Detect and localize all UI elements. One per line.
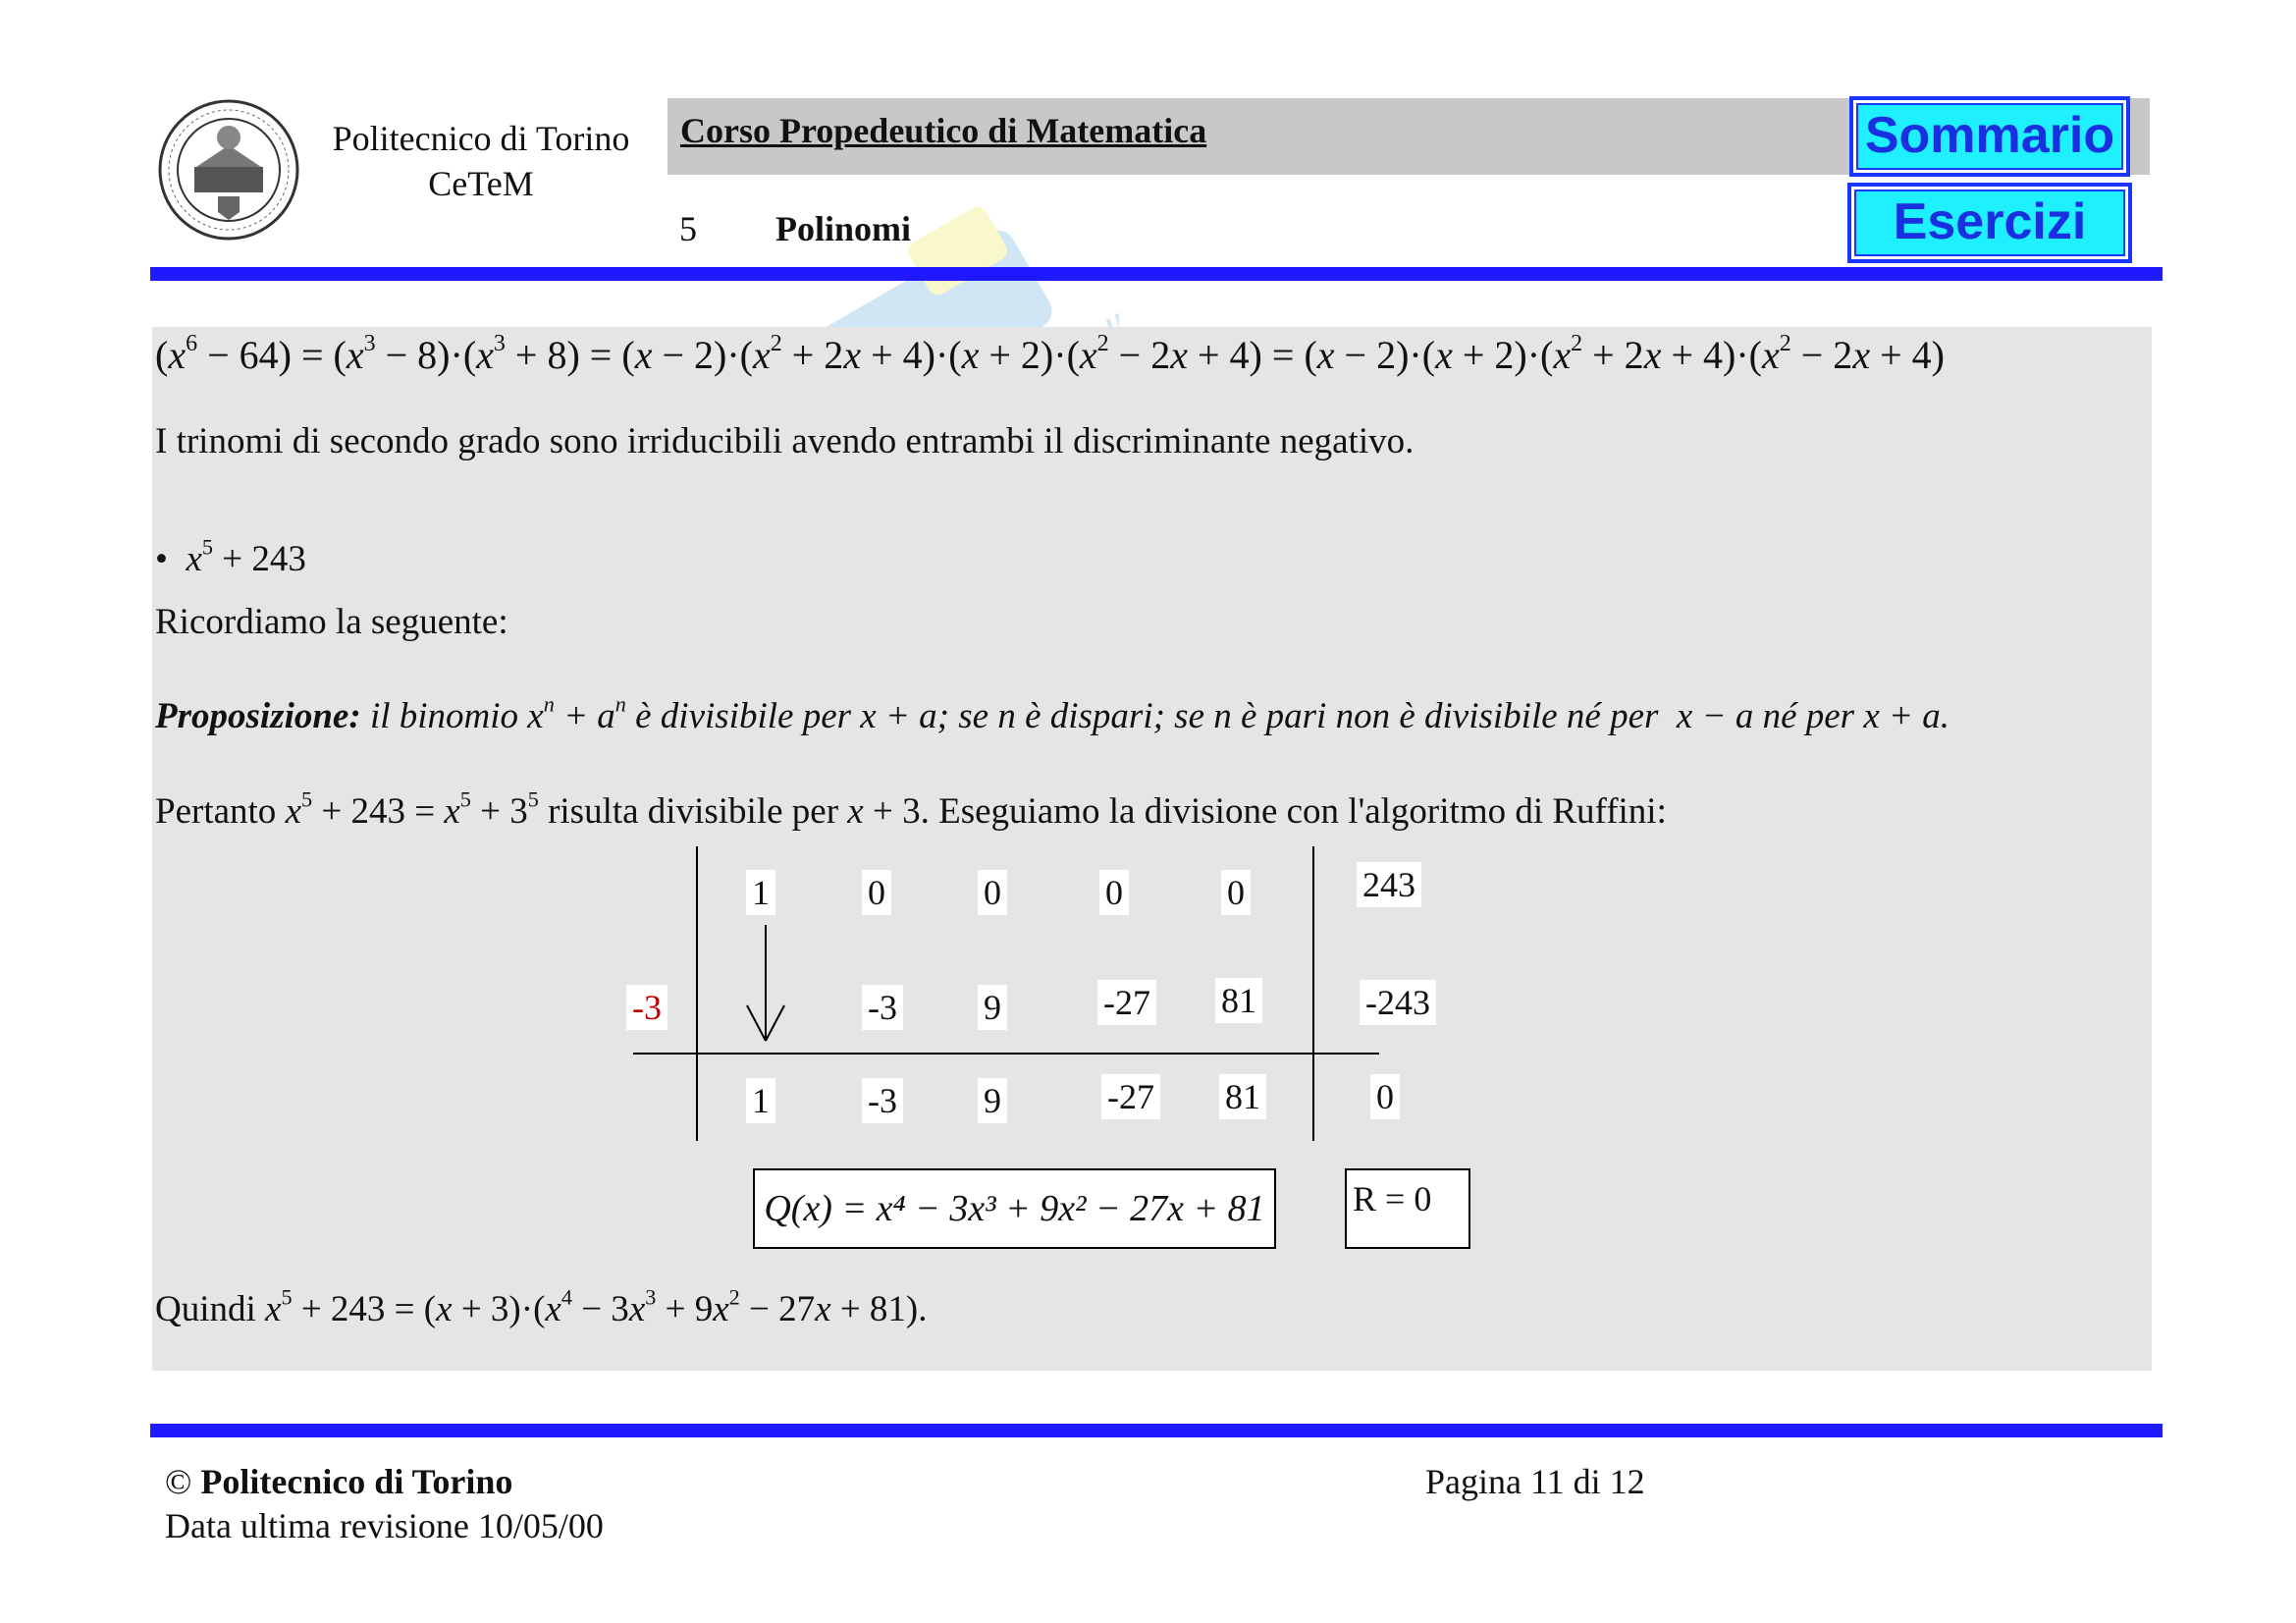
ruffini-r2-c4: -27 xyxy=(1097,980,1156,1025)
institution-name xyxy=(314,116,648,206)
pertanto-text-c: . Eseguiamo la divisione con l'algoritmo di Ruffini: xyxy=(920,791,1667,832)
ruffini-r1-c2: 0 xyxy=(862,870,891,915)
remainder-text: R = 0 xyxy=(1353,1179,1432,1218)
irreducibility-note: I trinomi di secondo grado sono irriducibili avendo entrambi il discriminante negativo. xyxy=(155,421,1415,461)
bullet-item-x5: • $x^5 + 243$ xyxy=(155,534,306,579)
ruffini-r1-c5: 0 xyxy=(1221,870,1251,915)
ruffini-r3-c3: 9 xyxy=(978,1078,1007,1123)
quotient-text: Q(x) = x⁴ − 3x³ + 9x² − 27x + 81 xyxy=(764,1188,1265,1229)
pertanto-text-b: risulta divisibile per xyxy=(548,791,839,832)
ruffini-right-line xyxy=(1312,846,1314,1141)
institution-line2: CeTeM xyxy=(428,164,534,203)
pertanto-text-a: Pertanto xyxy=(155,791,277,832)
institution-line1: Politecnico di Torino xyxy=(332,119,630,158)
ruffini-r2-c5: 81 xyxy=(1215,978,1262,1023)
prop-text-2: è divisibile per xyxy=(635,696,852,736)
ruffini-left-line xyxy=(696,846,698,1141)
down-arrow-icon xyxy=(741,925,790,1043)
ricordiamo-text: Ricordiamo la seguente: xyxy=(155,602,508,642)
ruffini-r2-c6: -243 xyxy=(1360,980,1436,1025)
ruffini-r2-c2: -3 xyxy=(862,985,903,1030)
prop-text-3: ; se n è dispari; se n è pari non è divisibile né per xyxy=(936,696,1659,736)
quotient-box xyxy=(753,1168,1276,1249)
proposition-statement: Proposizione: il binomio $x^n + a^n$ è divisibile per x + a; se n è dispari; se n è pari non è divisibile né per x − a né per x + a. xyxy=(155,691,1949,736)
ruffini-r3-c4: -27 xyxy=(1101,1074,1160,1119)
factorization-equation: $(x^6 - 64) = (x^3 - 8)\cdot(x^3 + 8) = (x - 2)\cdot(x^2 + 2x + 4)\cdot(x + 2)\cdot(x^2 - 2x + 4) = (x - 2)\cdot(x + 2)\cdot(x^2 + 2x + 4)\cdot(x^2 - 2x + 4)$ xyxy=(155,331,1945,377)
ruffini-r1-c4: 0 xyxy=(1099,870,1129,915)
quindi-text: Quindi xyxy=(155,1289,256,1329)
bullet-icon: • xyxy=(155,539,168,579)
ruffini-r3-c5: 81 xyxy=(1219,1074,1266,1119)
remainder-box xyxy=(1345,1168,1470,1249)
final-factorization: Quindi $x^5 + 243 = (x + 3)\cdot(x^4 - 3x^3 + 9x^2 - 27x + 81)$. xyxy=(155,1284,928,1329)
copyright-symbol: © xyxy=(165,1462,192,1501)
revision-date: Data ultima revisione 10/05/00 xyxy=(165,1506,604,1545)
sommario-button[interactable]: Sommario xyxy=(1849,96,2130,177)
chapter-number: 5 xyxy=(679,209,697,248)
ruffini-r3-c2: -3 xyxy=(862,1078,903,1123)
ruffini-r1-c1: 1 xyxy=(746,870,775,915)
course-title: Corso Propedeutico di Matematica xyxy=(680,111,1207,150)
ruffini-root: -3 xyxy=(626,985,667,1030)
ruffini-r1-c6: 243 xyxy=(1357,862,1421,907)
prop-text-4: né per xyxy=(1762,696,1855,736)
footer-divider xyxy=(150,1424,2163,1437)
copyright xyxy=(165,1461,512,1502)
page-number: Pagina 11 di 12 xyxy=(1425,1462,1645,1501)
chapter-title: Polinomi xyxy=(775,209,912,248)
header-divider xyxy=(150,267,2163,281)
ruffini-r3-c6: 0 xyxy=(1370,1074,1400,1119)
pertanto-sentence: Pertanto $x^5 + 243 = x^5 + 3^5$ risulta divisibile per x + 3. Eseguiamo la divisione con l'algoritmo di Ruffini: xyxy=(155,786,1667,832)
esercizi-button[interactable]: Esercizi xyxy=(1847,183,2132,263)
ruffini-r1-c3: 0 xyxy=(978,870,1007,915)
copyright-text: Politecnico di Torino xyxy=(200,1462,513,1501)
ruffini-r2-c3: 9 xyxy=(978,985,1007,1030)
proposition-label: Proposizione: xyxy=(155,696,361,736)
politecnico-seal-icon xyxy=(157,98,300,242)
ruffini-horizontal-line xyxy=(633,1053,1379,1055)
prop-text-1: il binomio xyxy=(369,696,519,736)
ruffini-r3-c1: 1 xyxy=(746,1078,775,1123)
